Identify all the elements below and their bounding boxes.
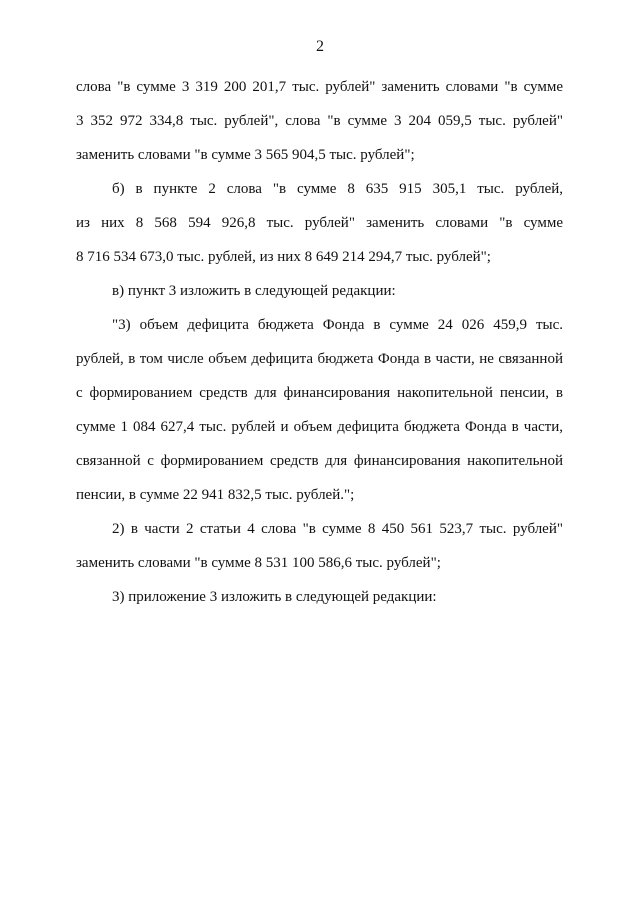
text-line: 2) в части 2 статьи 4 слова "в сумме 8 450 561 523,7 тыс. рублей" (112, 521, 563, 537)
paragraph-item-b (76, 172, 563, 274)
paragraph-amendment-sums (76, 70, 563, 172)
text-line: сумме 1 084 627,4 тыс. рублей и объем дефицита бюджета Фонда в части, (76, 419, 563, 435)
text-line: 3) приложение 3 изложить в следующей редакции: (112, 589, 437, 605)
document-body (76, 70, 563, 614)
text-line: пенсии, в сумме 22 941 832,5 тыс. рублей."; (76, 487, 355, 503)
text-line: с формированием средств для финансирования накопительной пенсии, в (76, 385, 563, 401)
text-line: связанной с формированием средств для финансирования накопительной (76, 453, 563, 469)
text-line: 3 352 972 334,8 тыс. рублей", слова "в сумме 3 204 059,5 тыс. рублей" (76, 113, 563, 129)
text-line: заменить словами "в сумме 8 531 100 586,6 тыс. рублей"; (76, 555, 441, 571)
paragraph-item-3 (76, 580, 563, 614)
text-line: заменить словами "в сумме 3 565 904,5 тыс. рублей"; (76, 147, 415, 163)
text-line: 8 716 534 673,0 тыс. рублей, из них 8 649 214 294,7 тыс. рублей"; (76, 249, 491, 265)
paragraph-deficit-clause (76, 308, 563, 512)
page-number: 2 (316, 38, 324, 55)
paragraph-item-2 (76, 512, 563, 580)
text-line: из них 8 568 594 926,8 тыс. рублей" заменить словами "в сумме (76, 215, 563, 231)
text-line: б) в пункте 2 слова "в сумме 8 635 915 305,1 тыс. рублей, (112, 181, 563, 197)
text-line: слова "в сумме 3 319 200 201,7 тыс. рублей" заменить словами "в сумме (76, 79, 563, 95)
paragraph-item-v (76, 274, 563, 308)
text-line: "3) объем дефицита бюджета Фонда в сумме 24 026 459,9 тыс. (112, 317, 563, 333)
text-line: в) пункт 3 изложить в следующей редакции: (112, 283, 396, 299)
text-line: рублей, в том числе объем дефицита бюджета Фонда в части, не связанной (76, 351, 563, 367)
